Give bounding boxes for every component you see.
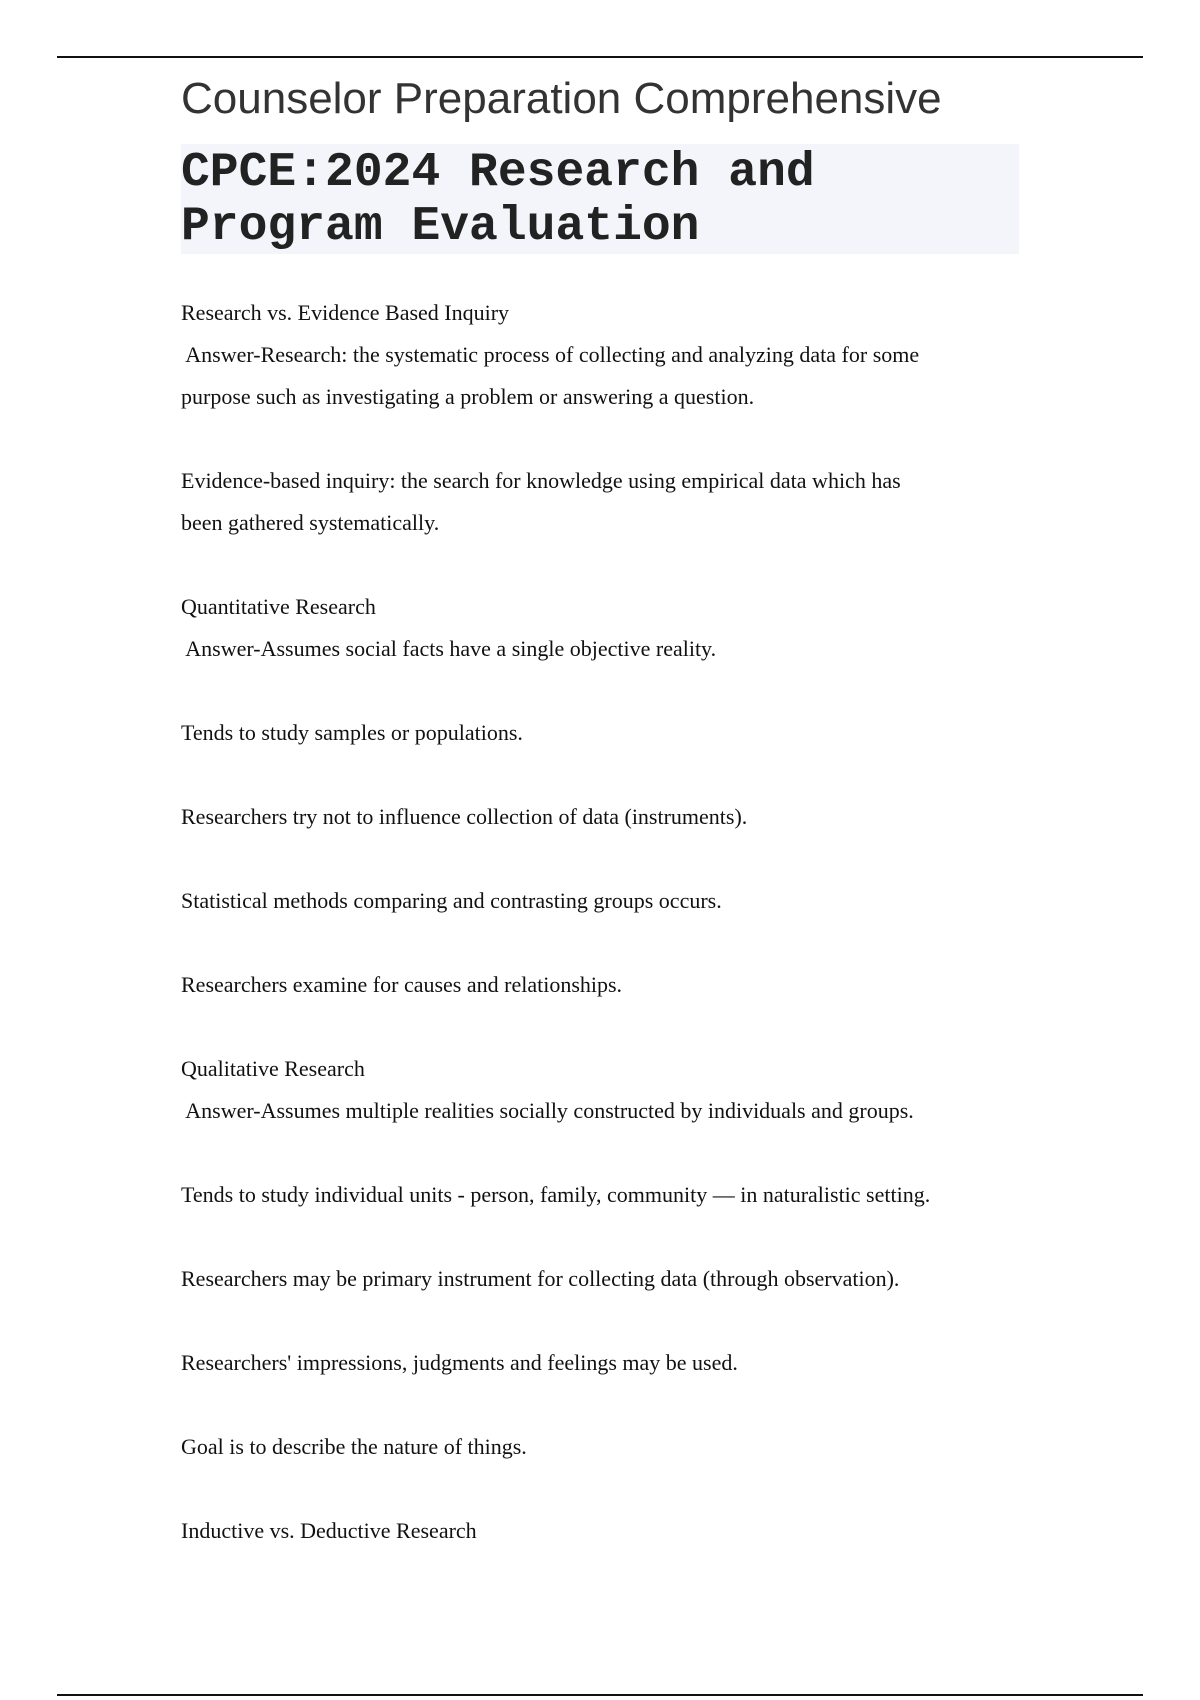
paragraph-line: Goal is to describe the nature of things. (181, 1434, 527, 1459)
answer-line: purpose such as investigating a problem or answering a question. (181, 384, 755, 409)
answer-line: Answer-Assumes social facts have a single objective reality. (181, 636, 717, 661)
document-subtitle: CPCE:2024 Research and Program Evaluation (181, 146, 815, 254)
top-rule (57, 56, 1143, 58)
paragraph-line: Tends to study samples or populations. (181, 720, 523, 745)
question-text: Qualitative Research (181, 1056, 365, 1081)
question-text: Quantitative Research (181, 594, 376, 619)
answer-line: Answer-Assumes multiple realities socially constructed by individuals and groups. (181, 1098, 914, 1123)
paragraph-line: Researchers try not to influence collection of data (instruments). (181, 804, 748, 829)
paragraph-line: Researchers examine for causes and relationships. (181, 972, 623, 997)
paragraph-line: Tends to study individual units - person, family, community — in naturalistic setting. (181, 1182, 931, 1207)
question-text: Inductive vs. Deductive Research (181, 1518, 477, 1543)
bottom-rule (57, 1694, 1143, 1696)
subtitle-banner (181, 144, 1019, 254)
document-body (181, 292, 1061, 1552)
document-page (181, 70, 1061, 1552)
paragraph-line: Researchers may be primary instrument for collecting data (through observation). (181, 1266, 900, 1291)
paragraph-line: Researchers' impressions, judgments and feelings may be used. (181, 1350, 738, 1375)
document-title: Counselor Preparation Comprehensive (181, 74, 942, 123)
paragraph-line: Evidence-based inquiry: the search for knowledge using empirical data which has (181, 468, 901, 493)
paragraph-line: Statistical methods comparing and contrasting groups occurs. (181, 888, 722, 913)
paragraph-line: been gathered systematically. (181, 510, 440, 535)
answer-line: Answer-Research: the systematic process of collecting and analyzing data for some (181, 342, 920, 367)
question-text: Research vs. Evidence Based Inquiry (181, 300, 510, 325)
